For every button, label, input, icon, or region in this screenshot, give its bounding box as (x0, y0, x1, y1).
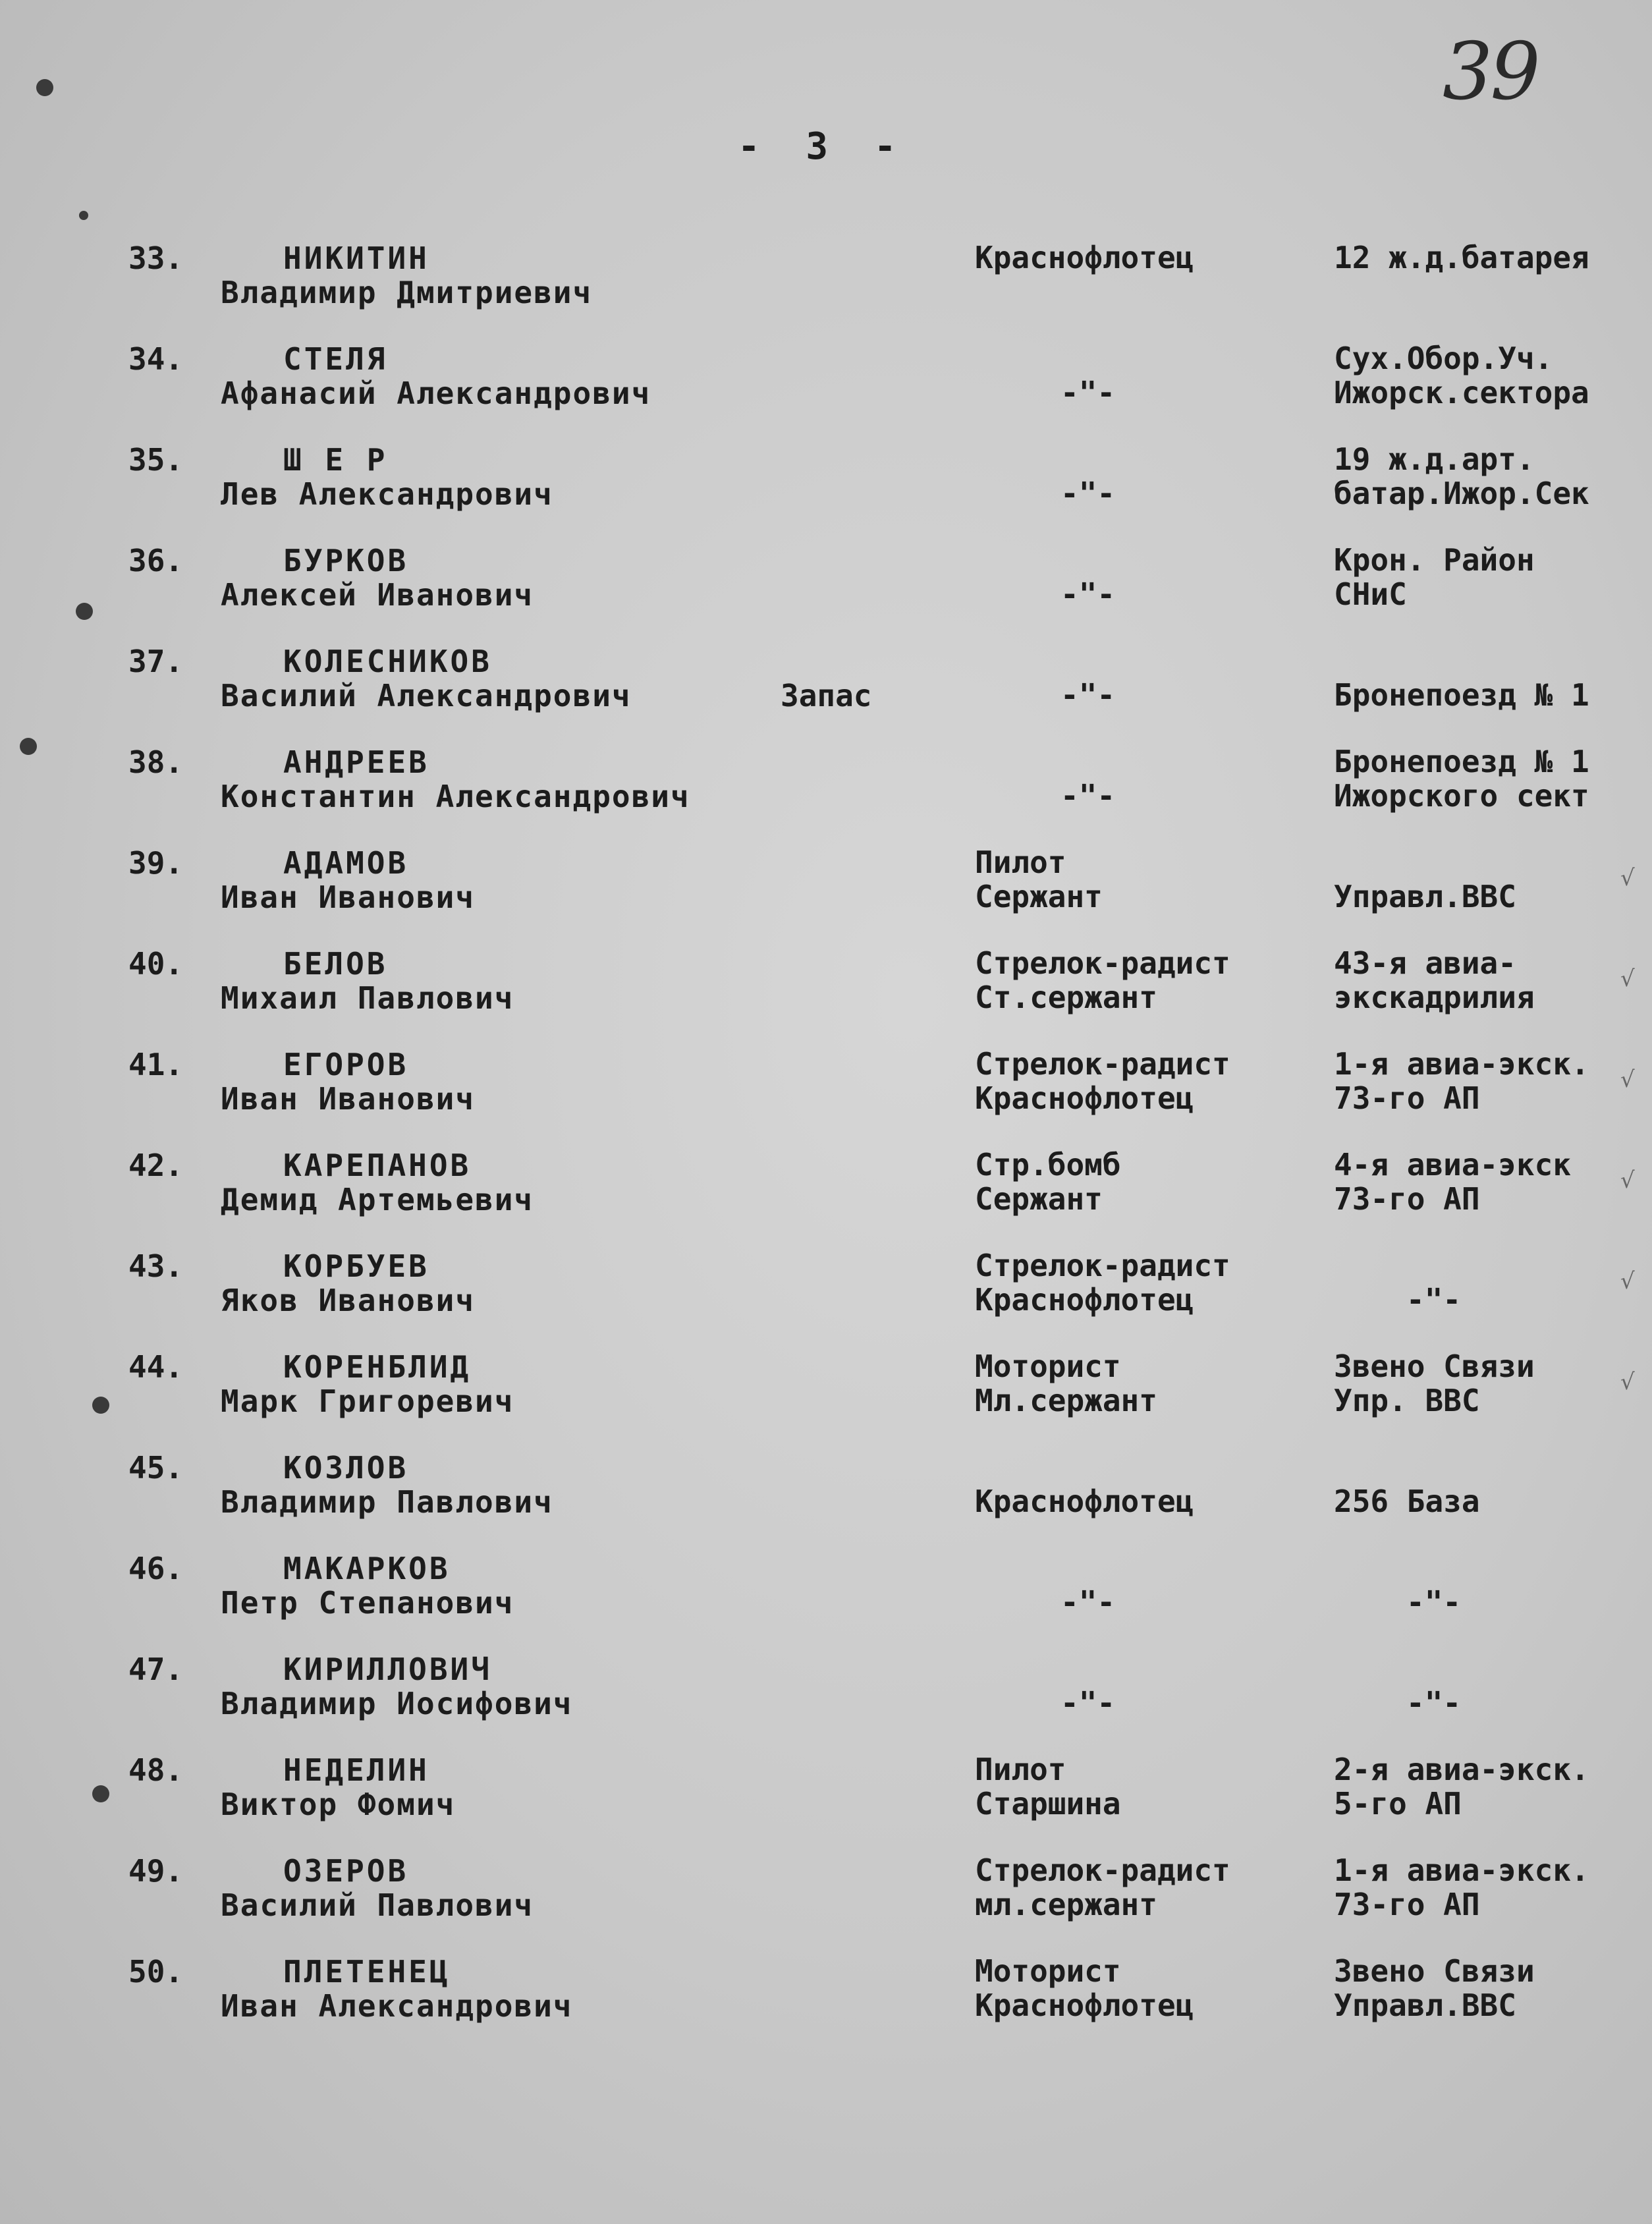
entry-unit (1334, 442, 1652, 514)
entry-full-name: Лев Александрович (221, 476, 553, 512)
check-mark: √ (1620, 865, 1635, 891)
rank-line: Стрелок-радист (975, 945, 1230, 981)
entry-unit (1334, 1652, 1652, 1724)
entry-rank (975, 1752, 1344, 1825)
list-entry (0, 946, 1652, 1045)
unit-line: СНиС (1334, 576, 1407, 612)
punch-hole (36, 79, 53, 96)
unit-line: 19 ж.д.арт. (1334, 442, 1535, 477)
rank-line: Стрелок-радист (975, 1046, 1230, 1082)
rank-line: -"- (1060, 375, 1116, 410)
rank-line: -"- (1060, 476, 1116, 511)
rank-line: мл.сержант (975, 1887, 1157, 1922)
list-entry (0, 1349, 1652, 1448)
entry-surname: ЕГОРОВ (283, 1047, 409, 1082)
unit-line: экскадрилия (1334, 980, 1535, 1015)
entry-rank (975, 1551, 1344, 1623)
list-entry (0, 442, 1652, 541)
entry-rank (975, 341, 1344, 414)
entry-rank (975, 1954, 1344, 2026)
entry-surname: АДАМОВ (283, 845, 409, 881)
entry-rank (975, 1853, 1344, 1926)
rank-line (975, 341, 1344, 375)
rank-line: Стр.бомб (975, 1147, 1121, 1182)
entry-unit (1334, 1047, 1652, 1119)
handwritten-page-number: 39 (1443, 26, 1538, 118)
entry-number: 49. (128, 1853, 184, 1889)
entry-surname: НИКИТИН (283, 240, 429, 276)
check-mark: √ (1620, 1167, 1635, 1194)
unit-line: Звено Связи (1334, 1954, 1535, 1989)
unit-line: 73-го АП (1334, 1181, 1480, 1217)
entry-full-name: Петр Степанович (221, 1585, 514, 1621)
entry-unit (1334, 946, 1652, 1018)
rank-line: -"- (1060, 576, 1116, 612)
unit-line: Упр. ВВС (1334, 1383, 1480, 1418)
punch-hole (79, 211, 88, 220)
entry-number: 46. (128, 1551, 184, 1586)
entry-surname: КАРЕПАНОВ (283, 1148, 472, 1183)
entry-surname: БЕЛОВ (283, 946, 388, 982)
rank-line (975, 1450, 1344, 1484)
entry-unit (1334, 1450, 1652, 1522)
entry-number: 47. (128, 1652, 184, 1687)
unit-line: Ижорск.сектора (1334, 375, 1589, 410)
unit-line: 4-я авиа-экск (1334, 1148, 1572, 1182)
rank-line: -"- (1060, 778, 1116, 814)
check-mark: √ (1620, 1067, 1635, 1093)
unit-line (1334, 845, 1652, 879)
entry-unit (1334, 240, 1652, 313)
entry-surname: АНДРЕЕВ (283, 744, 429, 780)
check-mark: √ (1620, 1369, 1635, 1395)
entry-rank (975, 1047, 1344, 1119)
unit-line: Управл.ВВС (1334, 879, 1516, 914)
entry-unit (1334, 1551, 1652, 1623)
rank-line: -"- (1060, 1584, 1116, 1620)
entry-full-name: Афанасий Александрович (221, 375, 651, 411)
entry-number: 34. (128, 341, 184, 377)
entry-note: Запас (781, 678, 872, 713)
rank-line: Старшина (975, 1786, 1121, 1821)
entry-full-name: Яков Иванович (221, 1283, 476, 1318)
list-entry (0, 1853, 1652, 1952)
entry-number: 37. (128, 644, 184, 679)
entry-surname: КОЗЛОВ (283, 1450, 409, 1486)
rank-line (975, 1652, 1344, 1686)
list-entry (0, 1248, 1652, 1347)
unit-line: Звено Связи (1334, 1349, 1535, 1384)
entry-rank (975, 1450, 1344, 1522)
unit-line: 256 База (1334, 1484, 1480, 1519)
entry-surname: МАКАРКОВ (283, 1551, 451, 1586)
entry-full-name: Иван Александрович (221, 1988, 573, 2024)
entry-rank (975, 1148, 1344, 1220)
entry-number: 50. (128, 1954, 184, 1989)
list-entry (0, 1551, 1652, 1650)
rank-line: Пилот (975, 845, 1066, 880)
rank-line (975, 744, 1344, 779)
check-mark: √ (1620, 1268, 1635, 1294)
unit-line (1334, 1450, 1652, 1484)
rank-line: Моторист (975, 1953, 1121, 1989)
entry-surname: КОРБУЕВ (283, 1248, 429, 1284)
entry-full-name: Владимир Иосифович (221, 1686, 573, 1721)
entry-full-name: Василий Павлович (221, 1887, 534, 1923)
entry-rank (975, 1652, 1344, 1724)
rank-line (975, 442, 1344, 476)
list-entry (0, 1047, 1652, 1146)
entry-full-name: Виктор Фомич (221, 1787, 456, 1822)
rank-line: Мл.сержант (975, 1383, 1157, 1418)
entry-full-name: Василий Александрович (221, 678, 632, 713)
unit-line: Крон. Район (1334, 543, 1535, 578)
unit-line: Ижорского сект (1334, 778, 1589, 814)
list-entry (0, 341, 1652, 440)
list-entry (0, 1954, 1652, 2053)
entry-rank (975, 543, 1344, 615)
rank-line: Сержант (975, 1181, 1103, 1217)
entry-unit (1334, 341, 1652, 414)
entry-number: 41. (128, 1047, 184, 1082)
entry-rank (975, 946, 1344, 1018)
entry-number: 36. (128, 543, 184, 578)
entry-unit (1334, 1752, 1652, 1825)
unit-line: -"- (1406, 1584, 1462, 1620)
check-mark: √ (1620, 966, 1635, 992)
entry-rank (975, 744, 1344, 817)
rank-line: Краснофлотец (975, 240, 1194, 275)
entry-full-name: Иван Иванович (221, 1081, 476, 1117)
unit-line: 43-я авиа- (1334, 946, 1516, 981)
entry-full-name: Михаил Павлович (221, 980, 514, 1016)
entry-surname: БУРКОВ (283, 543, 409, 578)
entry-full-name: Владимир Дмитриевич (221, 275, 593, 310)
unit-line (1334, 1652, 1652, 1686)
rank-line: Сержант (975, 879, 1103, 914)
entry-number: 48. (128, 1752, 184, 1788)
entry-unit (1334, 845, 1652, 918)
entry-surname: НЕДЕЛИН (283, 1752, 429, 1788)
entry-full-name: Иван Иванович (221, 879, 476, 915)
unit-line: Бронепоезд № 1 (1334, 677, 1589, 713)
unit-line: -"- (1406, 1282, 1462, 1318)
list-entry (0, 240, 1652, 339)
unit-line: 5-го АП (1334, 1786, 1462, 1821)
entry-surname: КОЛЕСНИКОВ (283, 644, 492, 679)
rank-line: Краснофлотец (975, 1484, 1194, 1519)
entry-number: 39. (128, 845, 184, 881)
entry-surname: ПЛЕТЕНЕЦ (283, 1954, 451, 1989)
rank-line (975, 543, 1344, 577)
entry-surname: КОРЕНБЛИД (283, 1349, 472, 1385)
unit-line: 73-го АП (1334, 1887, 1480, 1922)
entry-full-name: Марк Григоревич (221, 1383, 514, 1419)
unit-line: -"- (1406, 1685, 1462, 1721)
entry-rank (975, 845, 1344, 918)
entry-number: 40. (128, 946, 184, 982)
entry-number: 33. (128, 240, 184, 276)
entry-surname: КИРИЛЛОВИЧ (283, 1652, 492, 1687)
rank-line (975, 1551, 1344, 1585)
entry-full-name: Алексей Иванович (221, 577, 534, 613)
unit-line (1334, 1248, 1652, 1283)
rank-line: Краснофлотец (975, 1080, 1194, 1116)
entry-number: 38. (128, 744, 184, 780)
entry-surname: СТЕЛЯ (283, 341, 388, 377)
entry-number: 35. (128, 442, 184, 478)
rank-line: Краснофлотец (975, 1282, 1194, 1318)
entry-number: 44. (128, 1349, 184, 1385)
entry-unit (1334, 1853, 1652, 1926)
entry-number: 42. (128, 1148, 184, 1183)
entry-surname: ОЗЕРОВ (283, 1853, 409, 1889)
rank-line: -"- (1060, 1685, 1116, 1721)
list-entry (0, 543, 1652, 642)
unit-line: 73-го АП (1334, 1080, 1480, 1116)
entry-full-name: Демид Артемьевич (221, 1182, 534, 1217)
unit-line (1334, 1551, 1652, 1585)
entry-rank (975, 1349, 1344, 1422)
list-entry (0, 744, 1652, 843)
entry-rank (975, 240, 1344, 313)
entry-number: 45. (128, 1450, 184, 1486)
rank-line: Пилот (975, 1752, 1066, 1787)
entry-unit (1334, 1248, 1652, 1321)
list-entry (0, 1752, 1652, 1851)
rank-line: Стрелок-радист (975, 1852, 1230, 1888)
entry-unit (1334, 1349, 1652, 1422)
entry-rank (975, 644, 1344, 716)
entry-unit (1334, 1148, 1652, 1220)
list-entry (0, 1652, 1652, 1750)
unit-line (1334, 644, 1652, 678)
unit-line: Управл.ВВС (1334, 1988, 1516, 2023)
entry-unit (1334, 543, 1652, 615)
entry-unit (1334, 1954, 1652, 2026)
rank-line (975, 644, 1344, 678)
unit-line: Бронепоезд № 1 (1334, 744, 1589, 779)
unit-line: 1-я авиа-экск. (1334, 1853, 1589, 1888)
entry-rank (975, 442, 1344, 514)
entry-number: 43. (128, 1248, 184, 1284)
list-entry (0, 644, 1652, 742)
entry-full-name: Константин Александрович (221, 779, 690, 814)
unit-line: 12 ж.д.батарея (1334, 240, 1589, 275)
list-entry (0, 845, 1652, 944)
rank-line: Моторист (975, 1348, 1121, 1384)
entry-surname: Ш Е Р (283, 442, 388, 478)
rank-line: -"- (1060, 677, 1116, 713)
unit-line: батар.Ижор.Сек (1334, 476, 1589, 511)
unit-line: 1-я авиа-экск. (1334, 1047, 1589, 1082)
entry-unit (1334, 644, 1652, 716)
list-entry (0, 1450, 1652, 1549)
entry-rank (975, 1248, 1344, 1321)
rank-line: Ст.сержант (975, 980, 1157, 1015)
entry-unit (1334, 744, 1652, 817)
rank-line: Стрелок-радист (975, 1248, 1230, 1283)
list-entry (0, 1148, 1652, 1246)
unit-line: Сух.Обор.Уч. (1334, 341, 1553, 376)
typed-page-number: - 3 - (738, 125, 908, 168)
rank-line: Краснофлотец (975, 1988, 1194, 2023)
entry-full-name: Владимир Павлович (221, 1484, 553, 1520)
unit-line: 2-я авиа-экск. (1334, 1752, 1589, 1787)
